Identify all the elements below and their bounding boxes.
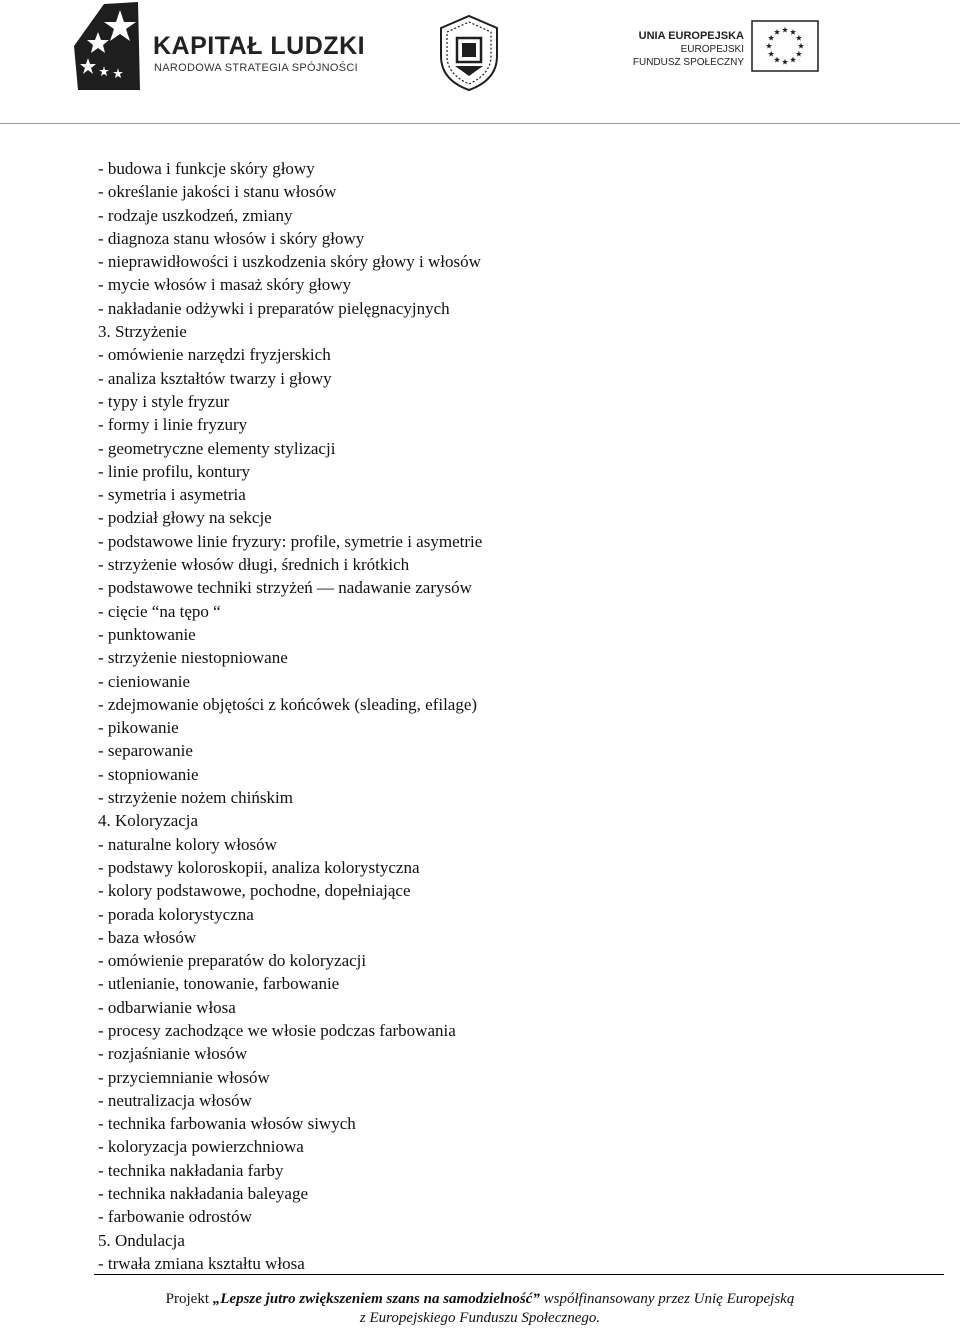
- content-line: - podstawowe techniki strzyżeń — nadawanie zarysów: [98, 578, 472, 598]
- eu-label: [618, 30, 744, 69]
- content-line: - separowanie: [98, 741, 193, 761]
- content-line: - budowa i funkcje skóry głowy: [98, 159, 315, 178]
- content-line: - farbowanie odrostów: [98, 1207, 252, 1227]
- content-line: - podstawowe linie fryzury: profile, symetrie i asymetrie: [98, 531, 483, 551]
- kapital-ludzki-subtitle: NARODOWA STRATEGIA SPÓJNOŚCI: [154, 62, 358, 74]
- content-line: - technika nakładania baleyage: [98, 1184, 309, 1204]
- course-content-list: [98, 157, 482, 1275]
- content-line: - podział głowy na sekcje: [98, 508, 272, 528]
- content-line: - omówienie preparatów do koloryzacji: [98, 951, 367, 971]
- content-line: - koloryzacja powierzchniowa: [98, 1137, 304, 1157]
- eu-label-line3: FUNDUSZ SPOŁECZNY: [632, 57, 744, 68]
- content-line: 4. Koloryzacja: [98, 811, 199, 831]
- content-line: - rodzaje uszkodzeń, zmiany: [98, 205, 293, 225]
- content-line: - utlenianie, tonowanie, farbowanie: [98, 974, 340, 994]
- page-footer: [0, 1290, 960, 1328]
- content-line: - zdejmowanie objętości z końcówek (sleading, efilage): [98, 694, 478, 714]
- content-line: - mycie włosów i masaż skóry głowy: [98, 275, 352, 295]
- kapital-ludzki-title: KAPITAŁ LUDZKI: [153, 32, 366, 60]
- content-line: - linie profilu, kontury: [98, 461, 251, 481]
- content-line: - kolory podstawowe, pochodne, dopełniające: [98, 881, 411, 901]
- content-line: - neutralizacja włosów: [98, 1090, 252, 1110]
- content-line: - nakładanie odżywki i preparatów pielęgnacyjnych: [98, 298, 450, 318]
- content-line: 5. Ondulacja: [98, 1230, 185, 1250]
- content-line: - naturalne kolory włosów: [98, 834, 277, 854]
- content-line: - procesy zachodzące we włosie podczas farbowania: [98, 1020, 456, 1040]
- content-line: - geometryczne elementy stylizacji: [98, 438, 336, 458]
- eu-flag-icon: [751, 20, 819, 72]
- footer-divider: [94, 1274, 944, 1275]
- content-line: - strzyżenie nożem chińskim: [98, 788, 293, 808]
- content-line: - punktowanie: [98, 624, 196, 644]
- content-line: - symetria i asymetria: [98, 485, 246, 505]
- content-line: - rozjaśnianie włosów: [98, 1044, 248, 1064]
- footer-line-2: z Europejskiego Funduszu Społecznego.: [359, 1310, 601, 1326]
- footer-line-1: [0, 1290, 960, 1309]
- content-line: - stopniowanie: [98, 764, 199, 784]
- content-line: - nieprawidłowości i uszkodzenia skóry głowy i włosów: [98, 252, 481, 272]
- pcpr-seal-icon: [433, 14, 505, 92]
- page-header: [0, 0, 960, 124]
- content-line: 3. Strzyżenie: [98, 322, 187, 342]
- content-line: - technika farbowania włosów siwych: [98, 1114, 356, 1134]
- footer-prefix: Projekt: [165, 1291, 210, 1307]
- content-line: - diagnoza stanu włosów i skóry głowy: [98, 228, 365, 248]
- content-line: - analiza kształtów twarzy i głowy: [98, 368, 332, 388]
- content-line: - typy i style fryzur: [98, 391, 230, 411]
- content-line: - porada kolorystyczna: [98, 904, 254, 924]
- content-line: - cieniowanie: [98, 671, 191, 691]
- content-line: - odbarwianie włosa: [98, 997, 236, 1017]
- content-line: - przyciemnianie włosów: [98, 1067, 270, 1087]
- content-line: - technika nakładania farby: [98, 1160, 284, 1180]
- content-line: - trwała zmiana kształtu włosa: [98, 1253, 305, 1273]
- content-line: - strzyżenie niestopniowane: [98, 648, 288, 668]
- content-line: - podstawy koloroskopii, analiza kolorystyczna: [98, 857, 420, 877]
- content-line: - cięcie “na tępo “: [98, 601, 221, 621]
- content-line: - pikowanie: [98, 718, 179, 738]
- content-line: - formy i linie fryzury: [98, 415, 248, 435]
- kapital-ludzki-emblem-icon: [74, 2, 140, 90]
- eu-label-line2: EUROPEJSKI: [680, 44, 744, 55]
- eu-label-line1: UNIA EUROPEJSKA: [638, 30, 744, 42]
- content-line: - określanie jakości i stanu włosów: [98, 182, 337, 202]
- footer-suffix: współfinansowany przez Unię Europejską: [543, 1291, 795, 1307]
- header-divider: [0, 123, 960, 124]
- content-line: - omówienie narzędzi fryzjerskich: [98, 345, 331, 365]
- footer-project-title: „Lepsze jutro zwiększeniem szans na samodzielność”: [212, 1291, 540, 1307]
- content-line: - strzyżenie włosów długi, średnich i krótkich: [98, 555, 410, 575]
- content-line: - baza włosów: [98, 927, 197, 947]
